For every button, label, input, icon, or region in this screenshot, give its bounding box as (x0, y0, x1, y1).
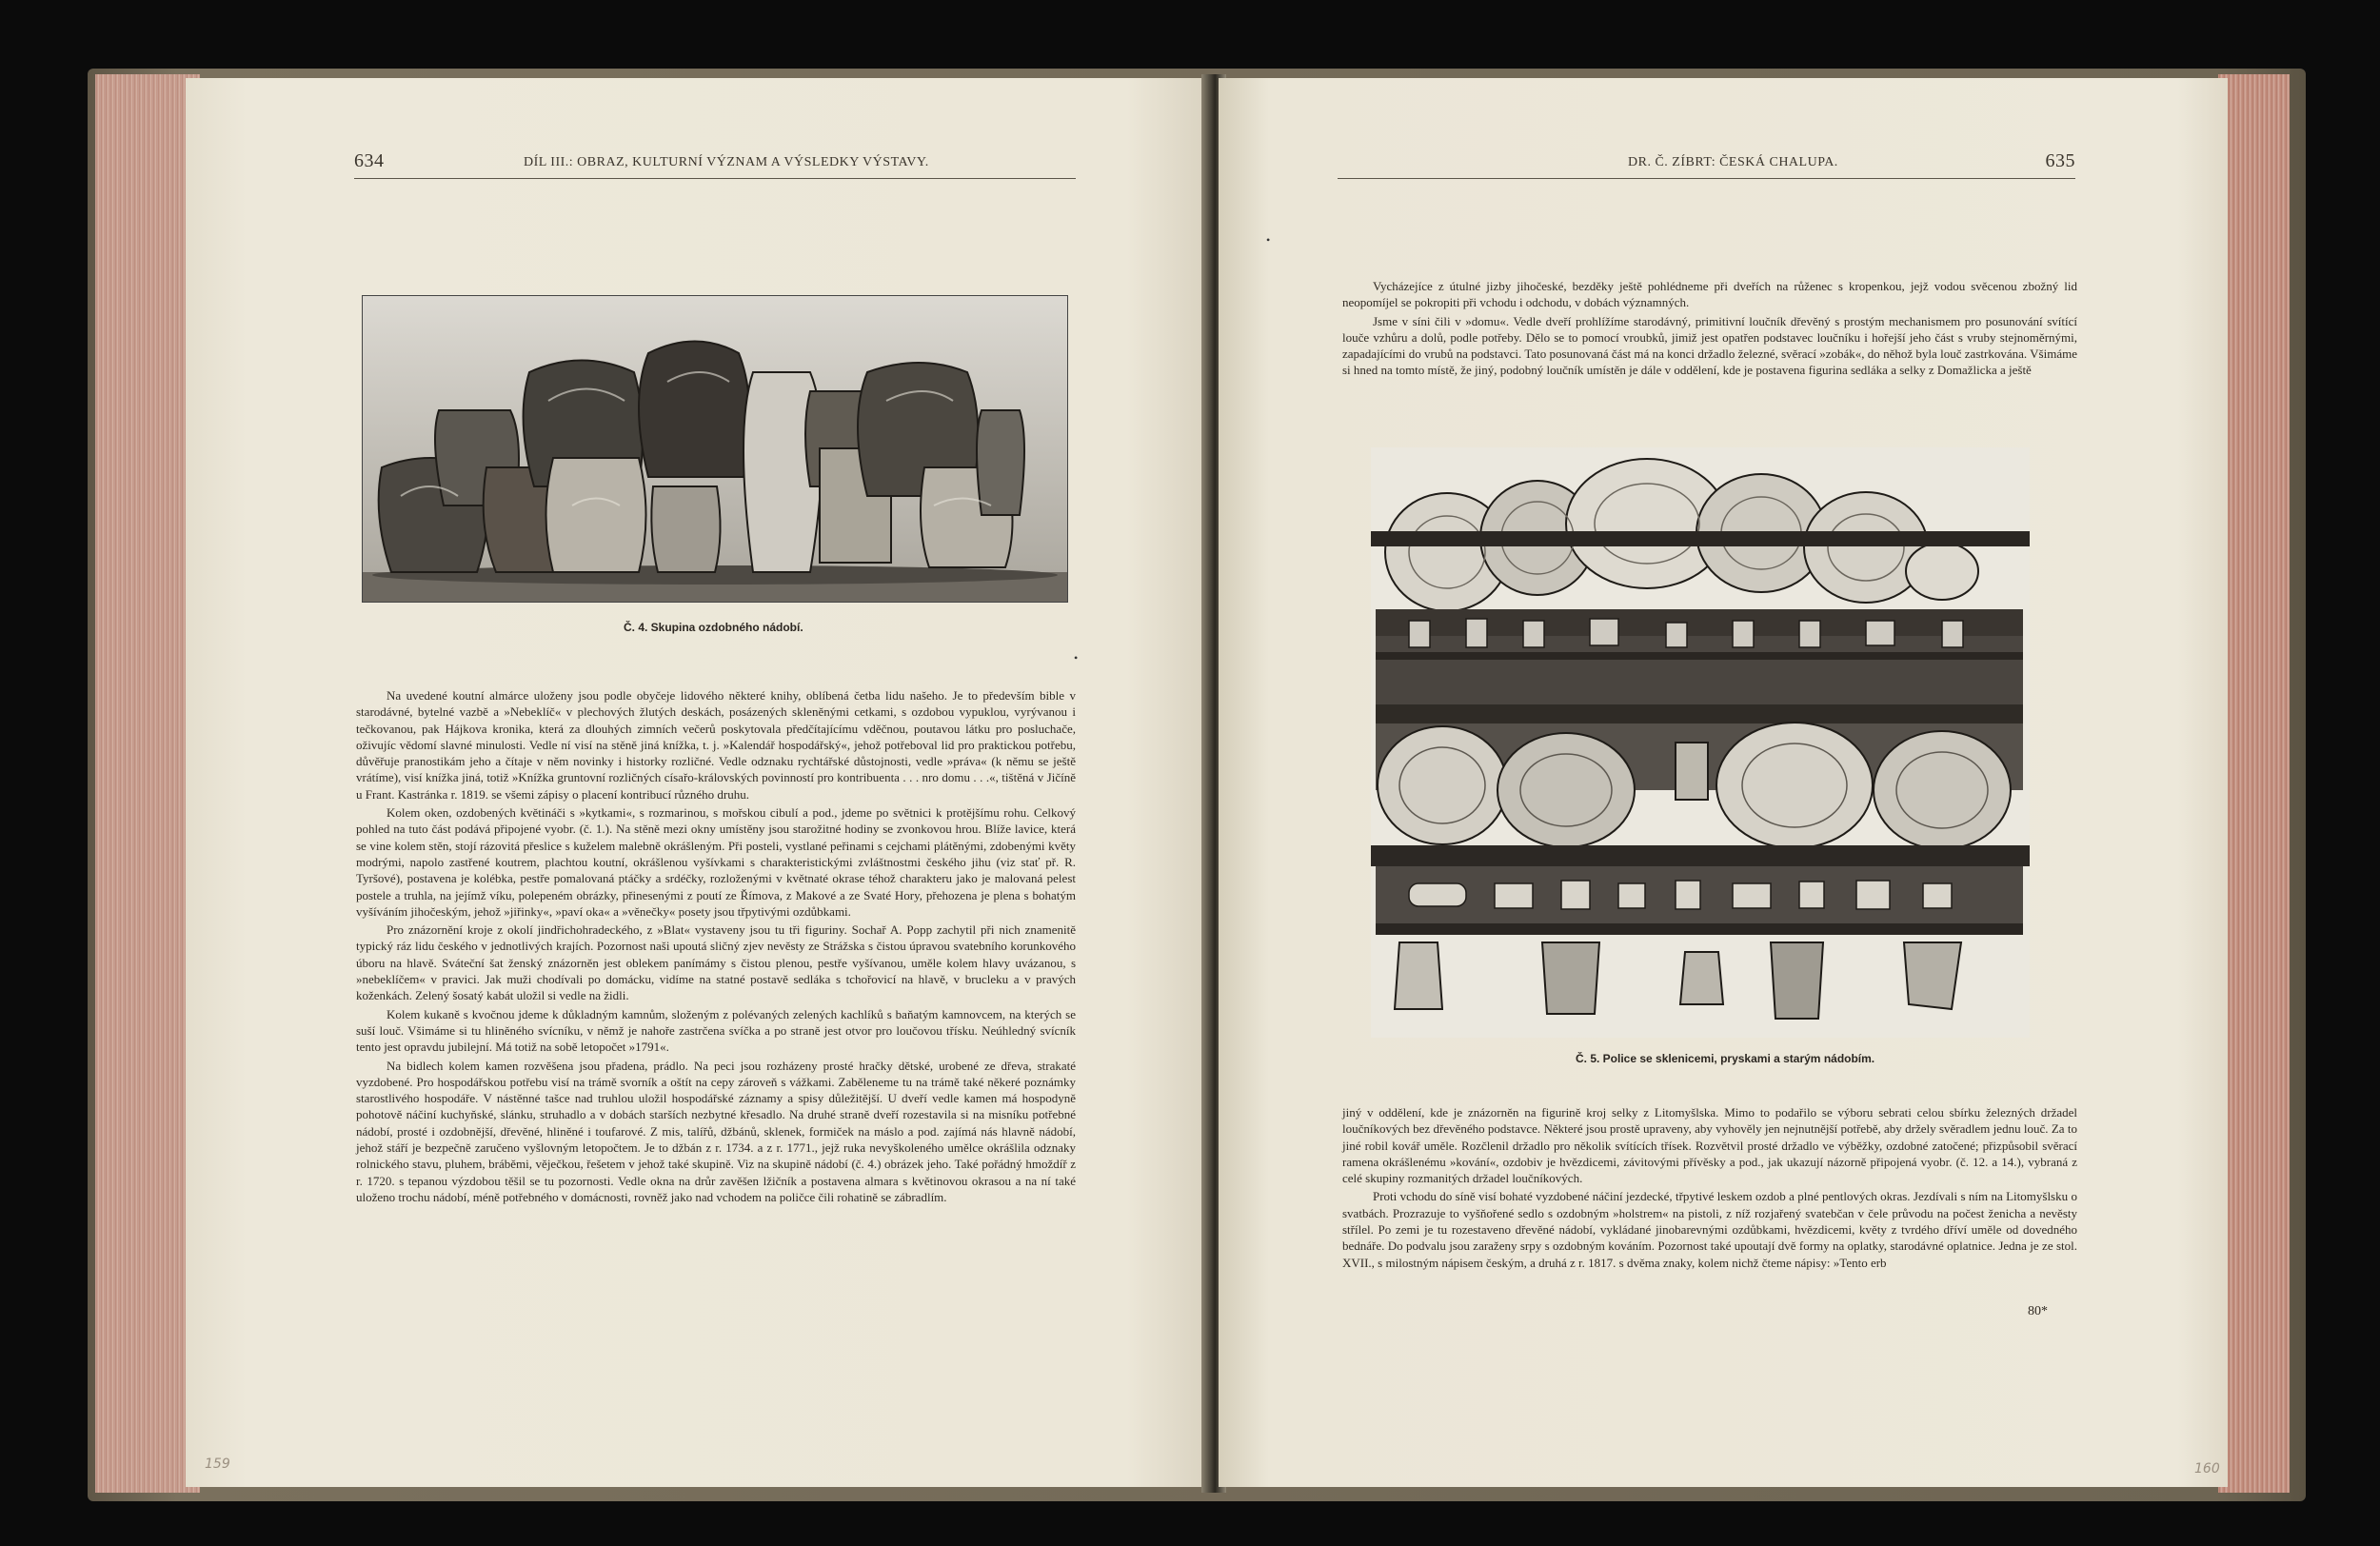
right-pencil-mark: 160 (2194, 1461, 2220, 1477)
right-body-text-bottom (1342, 1104, 2077, 1273)
paragraph: Vycházejíce z útulné jizby jihočeské, bezděky ještě pohlédneme při dveřích na růženec s kropenkou, jejž vodou svěcenou zbožný lid neopomíjel se pokropiti při vchodu i odchodu, v dobách významných. (1342, 279, 2077, 310)
paragraph: Proti vchodu do síně visí bohaté vyzdobené náčiní jezdecké, třpytivé leskem ozdob a plné pentlových okras. Jezdívali s ním na Litomyšlsku o svatbách. Prozrazuje to vyšňořené sedlo s ozdobným »holstrem« na pistoli, z níž rozjařený svatebčan v čele průvodu na počest ženicha a nevěsty střílel. Po zemi je tu rozestaveno dřevěné nádobí, vykládané jinobarevnými ozdůbkami, hvězdicemi, květy z tvrdého dříví uměle od dovedného bednáře. Do podvalu jsou zaraženy srpy s ozdobným kováním. Pozornost také upoutají dvě formy na oplatky, starodávné oplatnice. Jedna je ze stol. XVII., s milostným nápisem českým, a druhá z r. 1817. s dvěma znaky, kolem nichž čteme nápisy: »Tento erb (1342, 1189, 2077, 1270)
paragraph: Na uvedené koutní almárce uloženy jsou podle obyčeje lidového některé knihy, oblíbená četba lidu našeho. Je to především bible v starodávné, bytelné vazbě a »Nebeklíč« v plechových žlutých deskách, posázených skleněnými cetkami, s ozdobou vypuklou, vyrývanou i tečkovanou, pak Hájkova kronika, která za dlouhých zimních večerů poskytovala předčítajícímu vděčnou, poutavou látku pro posluchače, oživujíc vědomí slavné minulosti. Vedle ní visí na stěně jiná knížka, t. j. »Kalendář hospodářský«, jehož potřeboval lid pro praktickou potřebu, důvěřuje pranostikám jeho a čítaje v něm novinky i historky rozličné. Vedle odznaku rychtářské důstojnosti, vedle »práva« (k němu se ještě vrátíme), visí knížka jiná, totiž »Knížka gruntovní rozličných císařo-královských povinností pro kontribuenta . . . nro domu . . .«, tištěná v Jičíně u Frant. Kastránka r. 1819. se všemi zápisy o placení kontribucí různého druhu. (356, 688, 1076, 802)
left-body-text (356, 687, 1076, 1207)
left-pencil-mark: 159 (205, 1457, 230, 1472)
paragraph: Kolem oken, ozdobených květináči s »kytkami«, s rozmarinou, s mořskou cibulí a pod., jdeme po světnici k protějšímu rohu. Celkový pohled na tuto část podává připojené vyobr. (č. 1.). Na stěně mezi okny umístěny jsou starožitné hodiny se zvonkovou hrou. Blíže lavice, která se vine kolem stěn, stojí rázovitá přeslice s kuželem malebně okrášleným. Při posteli, vystlané peřinami s cejchami plátěnými, zdobenými květy modrými, napolo zastřené koutrem, plachtou koutní, okrášlenou vyšívkami s charakteristickými zvláštnostmi českého jihu (viz stať př. R. Tyršové), postavena je kolébka, pestře pomalovaná ptáčky a srdéčky, rozloženými v květnaté okrase téhož charakteru jako je malovaná pelest postele a truhla, na jejímž víku, polepeném obrázky, přinesenými z poutí ze Římova, z Makové a ze Svaté Hory, přehozena je plena s bohatým vyšíváním jihočeským, jehož »jiřinky«, »paví oka« a »věnečky« posety jsou třpytivými ozdůbkami. (356, 805, 1076, 919)
margin-dot: • (1266, 233, 1271, 247)
figure-4-caption: Č. 4. Skupina ozdobného nádobí. (624, 621, 803, 634)
paragraph: jiný v oddělení, kde je znázorněn na figurině kroj selky z Litomyšlska. Mimo to podařilo se výboru sebrati celou sbírku železných držadel loučníkových bez dřevěného podstavce. Některé jsou prostě upraveny, aby vyhověly jen nejnutnější potřebě, aby držely svěradlem jednu louč. Za to jiné robil kovář uměle. Rozčlenil držadlo pro několik svítících třísek. Rozvětvil prosté držadlo ve výběžky, ozdobné zatočené; přizpůsobil svěrací ramena okrášlenému »kování«, ozdobiv je hvězdicemi, závitovými přívěsky a pod., jak ukazují názorně připojená vyobr. (č. 12. a 14.), vybraná z celé skupiny rozmanitých držadel loučníkových. (1342, 1105, 2077, 1186)
shelf-photograph (1371, 447, 2030, 1038)
left-running-head (354, 147, 1076, 179)
paragraph: Kolem kukaně s kvočnou jdeme k důkladným kamnům, složeným z polévaných zelených kachlíků s baňatým kamnovcem, na kterých se suší louč. Všimáme si tu hliněného svícníku, v němž je nahoře zastrčena svíčka a po straně jest otvor pro loučovou třísku. Neúhledný svícník tento jest opravdu jubilejní. Má totiž na sobě letopočet »1791«. (356, 1006, 1076, 1055)
paragraph: Na bidlech kolem kamen rozvěšena jsou přadena, prádlo. Na peci jsou rozházeny prosté hračky dětské, urobené ze dřeva, strakaté vyzdobené. Pro hospodářskou potřebu visí na trámě svorník a oštít na cepy zároveň s vážkami. Zaběleneme tu na trámě také někeré poznámky starostlivého hospodáře. V nástěnné tašce nad truhlou uložil hospodářské záznamy a spisy důležitější. U dveří vedle kamen má hospodyně pohotově náčiní kuchyňské, slánku, struhadlo a v dobách starších nezbytné křesadlo. Na druhé straně dveří rozestavila si na misníku potřebné nádobí, prosté i ozdobnější, dřevěné, hliněné i toufarové. Z mis, talířů, džbánů, sklenek, formiček na máslo a pod. zajímá nás hlavně nádobí, jehož stáří je bezpečně zaručeno vyšlovným letopočtem. Je to džbán z r. 1734. a z r. 1771., jejž ruka nevyškoleného umělce okrášlila odznaky rolnického stavu, pluhem, bráběmi, věječkou, řešetem v jehož také skupině. Viz na skupině nádobí (č. 4.) obrázek jeho. Také pořádný hmoždíř z r. 1720. s tepanou výzdobou těšil se tu pozornosti. Vedle okna na drůr zavěšen lžičník a postavena almara s květinovou okrasou a na ní také uloženo trochu nádobí, méně potřebného v domácnosti, rovněž jako nad vchodem na poličce čili rohatině se zábradlím. (356, 1058, 1076, 1204)
paragraph: Pro znázornění kroje z okolí jindřichohradeckého, z »Blat« vystaveny jsou tu tři figuriny. Sochař A. Popp zachytil při nich znamenitě typický ráz lidu českého v jednotlivých krajích. Pozornost naši upoutá sličný zjev nevěsty ze Strážska s čistou úpravou svatebního korunkového úboru na hlavě. Sváteční šat ženský znázorněn jest oblekem panímámy s čistou plenou, pestře vyšívanou, uměle kolem hlavy uvázanou, s »nebeklíčem« v pravici. Jak muži chodívali po domácku, vidíme na statné postavě sedláka s tchořovicí na hlavě, v brucleku a v pravých koženkách. Zelený šosatý kabát uložil si vedle na židli. (356, 922, 1076, 1003)
pottery-illustration (363, 296, 1068, 603)
right-body-text-top (1342, 278, 2077, 381)
printer-signature: 80* (2028, 1304, 2048, 1318)
figure-5-caption: Č. 5. Police se sklenicemi, pryskami a starým nádobím. (1576, 1052, 1875, 1065)
paragraph: Jsme v síni čili v »domu«. Vedle dveří prohlížíme starodávný, primitivní loučník dřevěný s prostým mechanismem pro posunování svítící louče vzhůru a dolů, podle potřeby. Dělo se to pomocí vroubků, jimiž jest opatřen podstavec loučníku i hořejší jeho část s vruby stejnoměrnými, zapadajícími do vrubů na podstavci. Tato posunovaná část má na konci držadlo železné, svěrací »zobák«, do něhož byla louč zastrkována. Všimáme si hned na tomto místě, že jiný, podobný loučník umístěn je dále v oddělení, kde je postavena figurina sedláka a selky z Domažlicka a ještě (1342, 313, 2077, 378)
left-folio: 634 (354, 150, 385, 171)
page-edges-left (95, 74, 200, 1493)
right-running-title: DR. Č. ZÍBRT: ČESKÁ CHALUPA. (1628, 155, 1838, 169)
page-edges-right (2218, 74, 2290, 1493)
left-running-title: DÍL III.: OBRAZ, KULTURNÍ VÝZNAM A VÝSLEDKY VÝSTAVY. (524, 155, 929, 169)
pottery-photograph (362, 295, 1068, 603)
right-folio: 635 (2045, 150, 2075, 171)
right-running-head (1338, 147, 2075, 179)
margin-dot: • (1074, 651, 1079, 664)
shelf-illustration (1371, 447, 2030, 1038)
